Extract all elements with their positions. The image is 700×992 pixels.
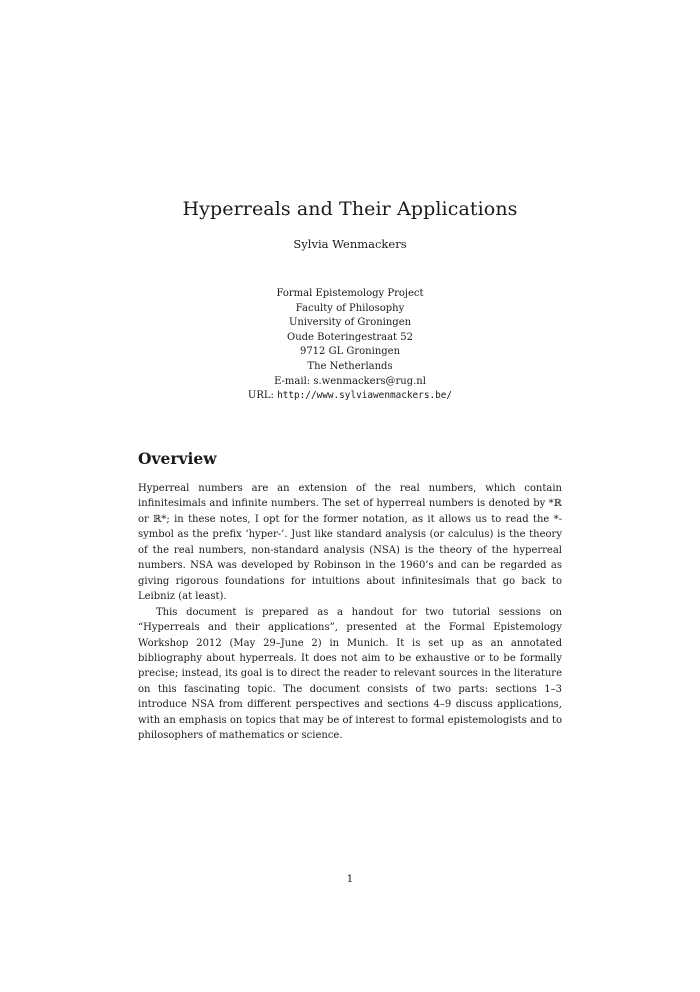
section-heading-overview: Overview: [138, 449, 217, 468]
homepage-link[interactable]: http://www.sylviawenmackers.be/: [277, 390, 453, 402]
page-number: 1: [346, 873, 354, 885]
affiliation-line: Formal Epistemology Project: [276, 288, 424, 299]
affiliation-line: University of Groningen: [288, 317, 412, 329]
paper-title: Hyperreals and Their Applications: [182, 198, 518, 220]
paragraph: This document is prepared as a handout for two tutorial sessions on “Hyperreals and their applications”, presented at the Formal Epistemology Workshop 2012 (May 29–June 2) in Munich. It is set up as an annotated bibliography about hyperreals. It does not aim to be exhaustive or to be formally precise; instead, its goal is to direct the reader to relevant sources in the literature on this fascinating topic. The document consists of two parts: sections 1–3 introduce NSA from different perspectives and sections 4–9 discuss applications, with an emphasis on topics that may be of interest to formal epistemologists and to philosophers of mathematics or science.: [138, 606, 562, 742]
affiliation-line: Faculty of Philosophy: [295, 302, 405, 314]
email-label: E-mail:: [274, 375, 311, 387]
affiliation-line: Oude Boteringestraat 52: [287, 331, 413, 343]
url-line: [0, 389, 700, 404]
url-label: URL:: [247, 390, 274, 402]
author-name: Sylvia Wenmackers: [293, 237, 407, 251]
affiliation-block: [0, 287, 700, 404]
paragraph: Hyperreal numbers are an extension of the real numbers, which contain infinitesimals and infinite numbers. The set of hyperreal numbers is denoted by *ℝ or ℝ*; in these notes, I opt for the former notation, as it allows us to read the *-symbol as the prefix ‘hyper-’. Just like standard analysis (or calculus) is the theory of the real numbers, non-standard analysis (NSA) is the theory of the hyperreal numbers. NSA was developed by Robinson in the 1960’s and can be regarded as giving rigorous foundations for intuitions about infinitesimals that go back to Leibniz (at least).: [138, 483, 562, 603]
affiliation-line: The Netherlands: [307, 360, 393, 372]
email-address[interactable]: s.wenmackers@rug.nl: [313, 375, 426, 387]
email-line: [0, 375, 700, 390]
affiliation-line: 9712 GL Groningen: [299, 346, 401, 358]
overview-body: [138, 481, 562, 744]
